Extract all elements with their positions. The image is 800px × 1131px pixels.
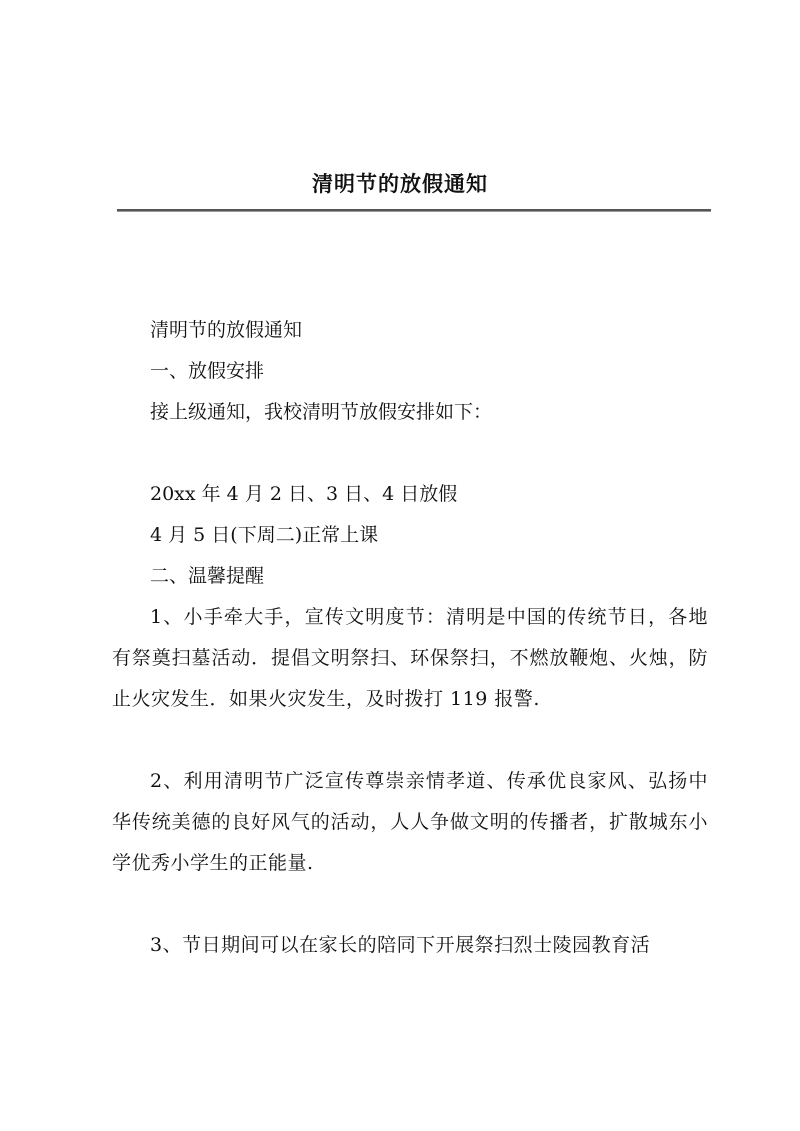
document-body (112, 310, 708, 966)
document-title: 清明节的放假通知 (312, 171, 488, 196)
reminder-item-1: 1、小手牵大手，宣传文明度节：清明是中国的传统节日，各地有祭奠扫墓活动．提倡文明祭扫、环保祭扫，不燃放鞭炮、火烛，防止火灾发生．如果火灾发生，及时拨打 119 报警. (112, 606, 708, 710)
holiday-dates: 20xx 年 4 月 2 日、3 日、4 日放假 (150, 483, 458, 505)
resume-class-date: 4 月 5 日(下周二)正常上课 (150, 524, 379, 546)
section-heading-reminders: 二、温馨提醒 (150, 565, 265, 587)
body-heading: 清明节的放假通知 (150, 319, 303, 341)
section-heading-arrangement: 一、放假安排 (150, 360, 265, 382)
title-divider (117, 209, 711, 212)
spacer (112, 433, 708, 474)
spacer (112, 720, 708, 761)
intro-text: 接上级通知，我校清明节放假安排如下： (150, 401, 493, 423)
reminder-item-3: 3、节日期间可以在家长的陪同下开展祭扫烈士陵园教育活 (150, 934, 651, 956)
reminder-item-2: 2、利用清明节广泛宣传尊崇亲情孝道、传承优良家风、弘扬中华传统美德的良好风气的活动，人人争做文明的传播者，扩散城东小学优秀小学生的正能量. (112, 770, 708, 874)
spacer (112, 884, 708, 925)
